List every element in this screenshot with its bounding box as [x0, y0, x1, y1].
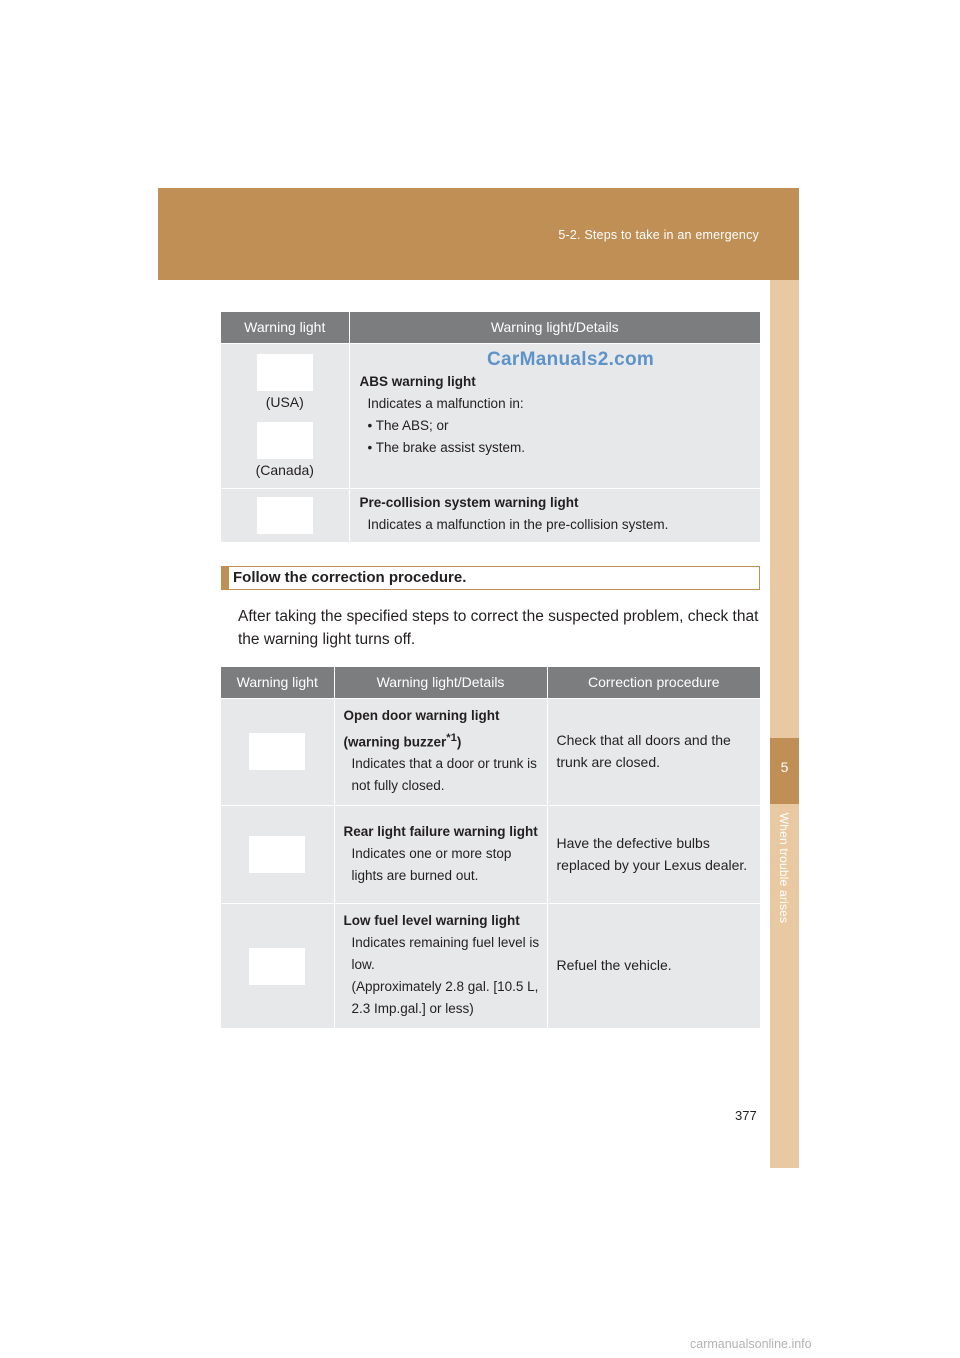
page-number: 377: [735, 1108, 757, 1123]
warning-title: Pre-collision system warning light: [359, 495, 579, 511]
low-fuel-warning-icon: [249, 948, 305, 985]
bullet-item: • The brake assist system.: [367, 439, 526, 455]
icon-cell: [221, 343, 349, 488]
details-cell: [334, 904, 547, 1029]
chapter-tab: [770, 738, 799, 804]
rear-light-failure-icon: [249, 836, 305, 873]
details-cell: [334, 698, 547, 806]
details-cell: [334, 806, 547, 904]
warning-description: Indicates a malfunction in:: [367, 395, 524, 411]
table-row: [221, 904, 760, 1029]
abs-warning-icon-usa: [257, 354, 313, 391]
correction-cell: Refuel the vehicle.: [547, 904, 760, 1029]
section-title: 5-2. Steps to take in an emergency: [558, 228, 759, 242]
warning-description: Indicates a malfunction in the pre-collision system.: [367, 517, 669, 533]
warning-description-quantity: (Approximately 2.8 gal. [10.5 L, 2.3 Imp.gal.] or less): [351, 979, 539, 1016]
column-header-warning-light: Warning light: [221, 312, 349, 343]
heading-label: Follow the correction procedure.: [233, 569, 467, 586]
warning-table-2: [221, 667, 760, 1028]
pre-collision-warning-icon: [257, 497, 313, 534]
warning-description: Indicates that a door or trunk is not fully closed.: [351, 756, 537, 793]
heading-marker: [221, 566, 229, 590]
warning-title: Low fuel level warning light: [343, 913, 520, 928]
warning-title: [344, 705, 542, 754]
table-row: [221, 806, 760, 904]
header-bar: [158, 188, 799, 280]
chapter-title: When trouble arises: [777, 812, 791, 924]
icon-caption-canada: (Canada): [255, 461, 314, 478]
warning-title-end: ): [456, 734, 462, 749]
abs-warning-icon-canada: [257, 422, 313, 459]
body-paragraph: After taking the specified steps to correct the suspected problem, check that the warning light turns off.: [238, 608, 759, 648]
watermark-logo: CarManuals2.com: [487, 349, 655, 370]
icon-cell: [221, 904, 334, 1029]
section-heading: [221, 566, 760, 590]
open-door-warning-icon: [249, 733, 305, 770]
icon-cell: [221, 698, 334, 806]
icon-cell: [221, 806, 334, 904]
warning-table-1: [221, 312, 760, 542]
side-strip: [770, 280, 799, 1168]
chapter-number: 5: [780, 759, 789, 775]
footer-watermark: carmanualsonline.info: [690, 1337, 812, 1351]
bullet-item: • The ABS; or: [367, 417, 449, 433]
warning-description: Indicates remaining fuel level is low.: [351, 935, 540, 972]
column-header-warning-light: Warning light: [221, 667, 334, 698]
table-row: [221, 488, 760, 542]
icon-cell: [221, 488, 349, 542]
warning-description: Indicates one or more stop lights are burned out.: [351, 845, 512, 883]
column-header-correction: Correction procedure: [547, 667, 760, 698]
icon-caption-usa: (USA): [265, 393, 304, 410]
warning-title: ABS warning light: [359, 373, 476, 389]
column-header-details: Warning light/Details: [349, 312, 760, 343]
warning-title: Rear light failure warning light: [343, 823, 538, 839]
warning-title-text: Open door warning light (warning buzzer: [343, 707, 500, 749]
correction-cell: Check that all doors and the trunk are closed.: [547, 698, 760, 806]
table-row: [221, 698, 760, 806]
correction-cell: Have the defective bulbs replaced by your Lexus dealer.: [547, 806, 760, 904]
column-header-details: Warning light/Details: [334, 667, 547, 698]
details-cell: [349, 488, 760, 542]
footnote-marker: *1: [446, 731, 457, 744]
